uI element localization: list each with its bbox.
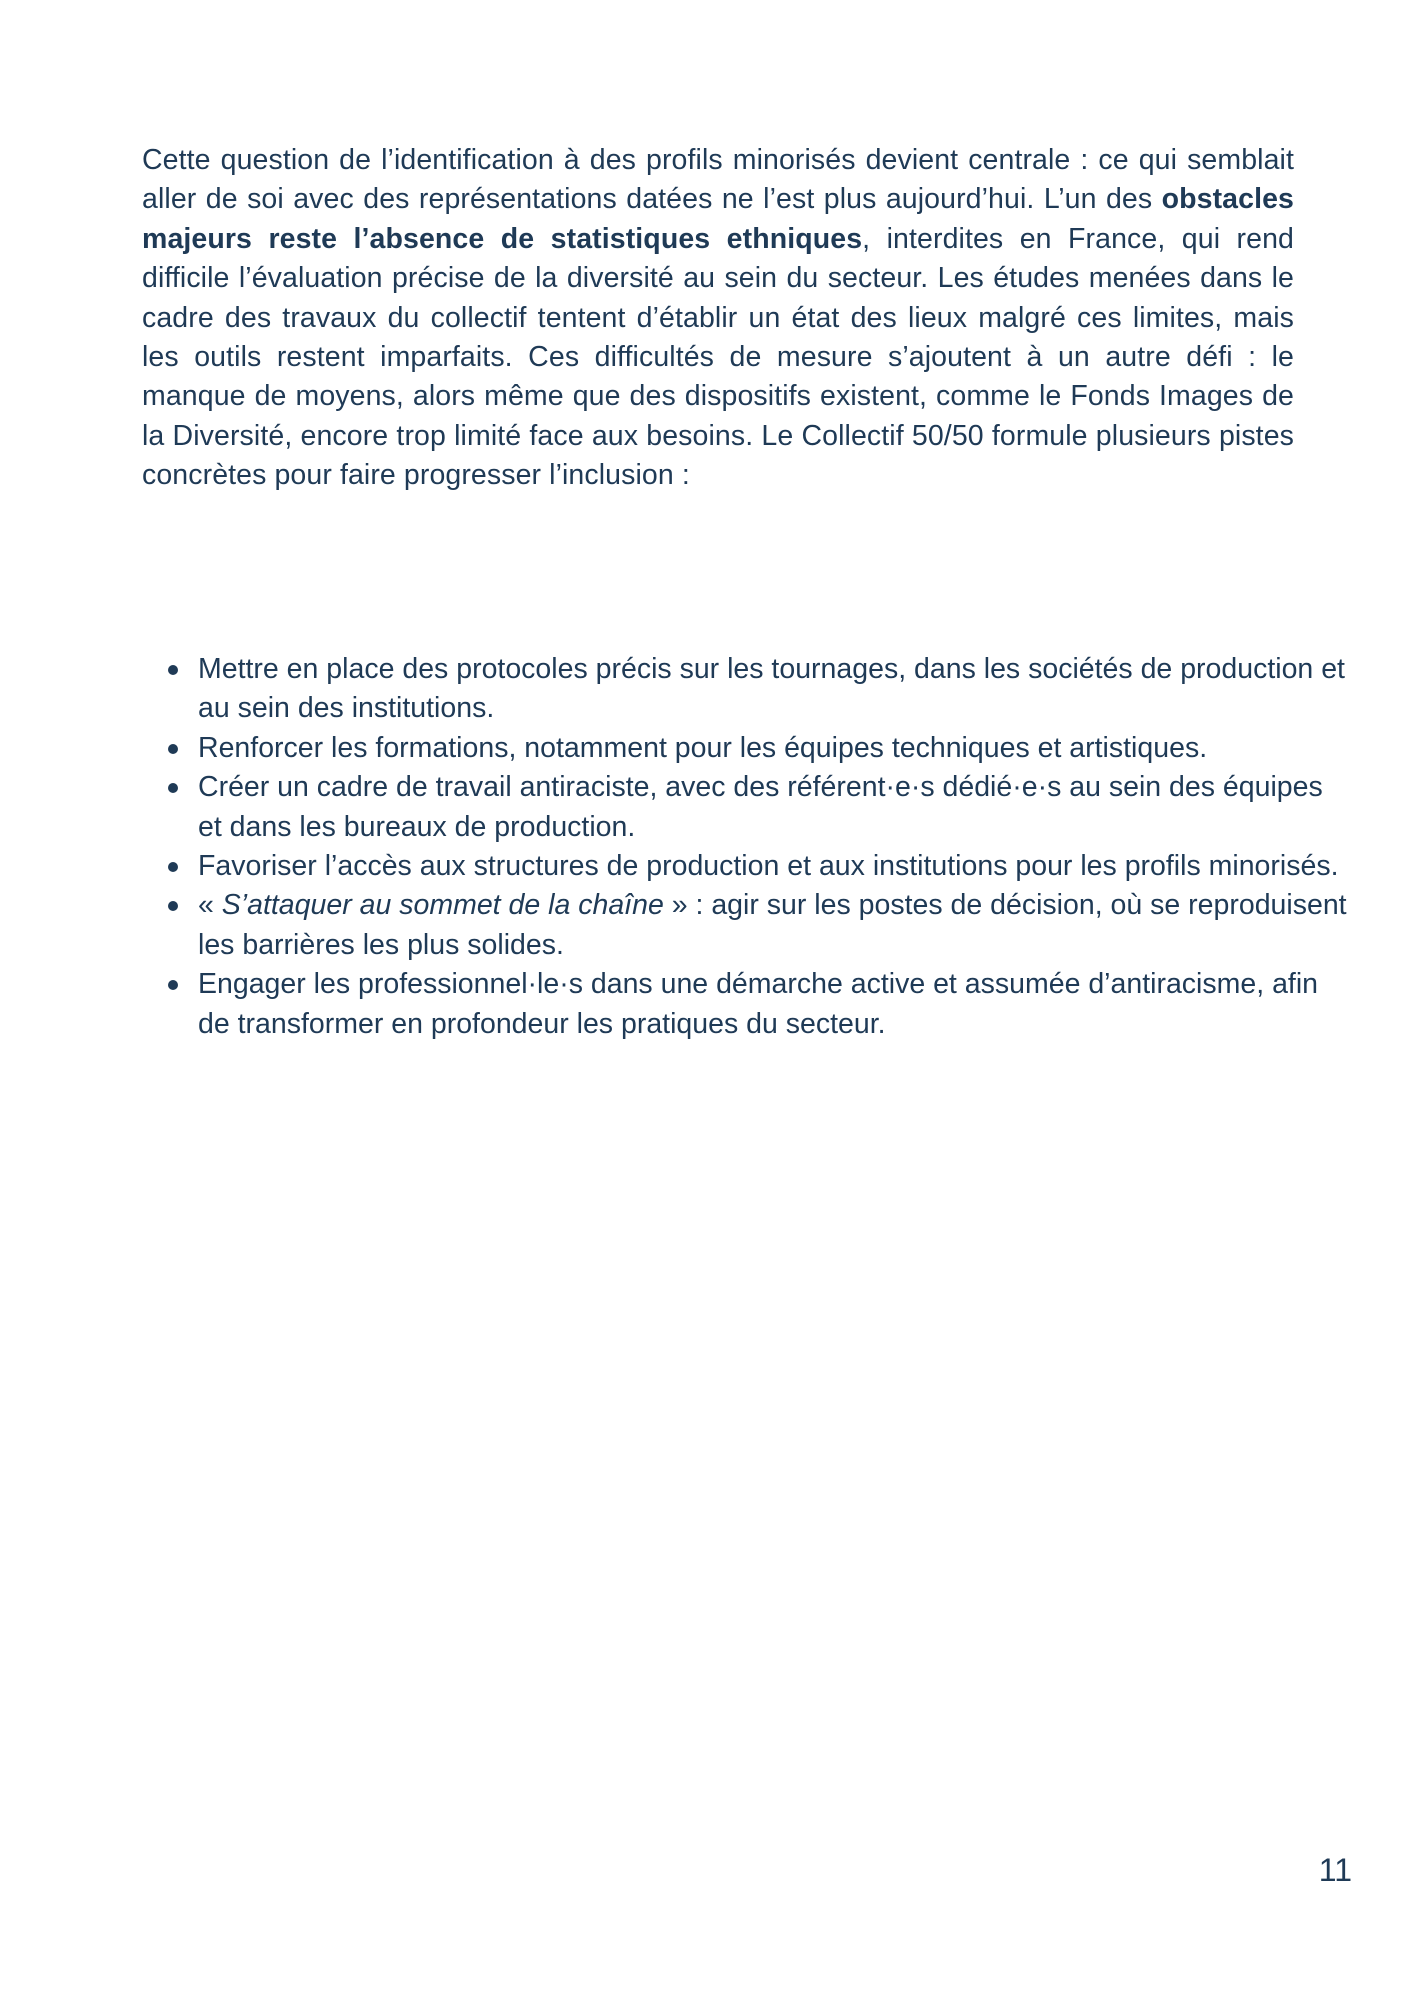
list-item	[198, 965, 1350, 1044]
bullet-icon	[168, 980, 178, 990]
page-number: 11	[1318, 1852, 1352, 1888]
bullet-icon	[168, 665, 178, 675]
intro-paragraph	[142, 141, 1294, 496]
list-item-text: Engager les professionnel·le·s dans une démarche active et assumée d’antiracisme, afin de transformer en profondeur les pratiques du secteur.	[198, 968, 1319, 1040]
intro-text-end: , interdites en France, qui rend difficile l’évaluation précise de la diversité au sein du secteur. Les études menées dans le cadre des travaux du collectif tentent d’établir un état des lieux malgré ces limites, mais les outils restent imparfaits. Ces difficultés de mesure s’ajoutent à un autre défi : le manque de moyens, alors même que des dispositifs existent, comme le Fonds Images de la Diversité, encore trop limité face aux besoins. Le Collectif 50/50 formule plusieurs pistes concrètes pour faire progresser l’inclusion :	[142, 222, 1295, 492]
list-item	[198, 847, 1350, 886]
bullet-icon	[168, 862, 178, 872]
list-item-text: Renforcer les formations, notamment pour les équipes techniques et artistiques.	[198, 731, 1208, 764]
quote-open: «	[198, 889, 222, 922]
bullet-icon	[168, 901, 178, 911]
list-item-text: » : agir sur les postes de décision, où se reproduisent les barrières les plus solides.	[198, 889, 1347, 961]
list-item	[198, 729, 1350, 768]
intro-text-start: Cette question de l’identification à des profils minorisés devient centrale : ce qui semblait aller de soi avec des représentations datées ne l’est plus aujourd’hui. L’un des	[142, 144, 1294, 216]
bullet-icon	[168, 783, 178, 793]
bullet-icon	[168, 744, 178, 754]
list-item	[198, 886, 1350, 965]
list-item	[198, 650, 1350, 729]
recommendations-list	[142, 650, 1350, 1044]
list-item	[198, 768, 1350, 847]
quoted-phrase: S’attaquer au sommet de la chaîne	[221, 889, 664, 922]
intro-bold-emphasis: obstacles majeurs reste l’absence de statistiques ethniques	[142, 183, 1294, 255]
list-item-text: Créer un cadre de travail antiraciste, avec des référent·e·s dédié·e·s au sein des équipes et dans les bureaux de production.	[198, 771, 1323, 843]
list-item-text: Favoriser l’accès aux structures de production et aux institutions pour les profils minorisés.	[198, 850, 1339, 883]
list-item-text: Mettre en place des protocoles précis sur les tournages, dans les sociétés de production et au sein des institutions.	[198, 653, 1345, 725]
